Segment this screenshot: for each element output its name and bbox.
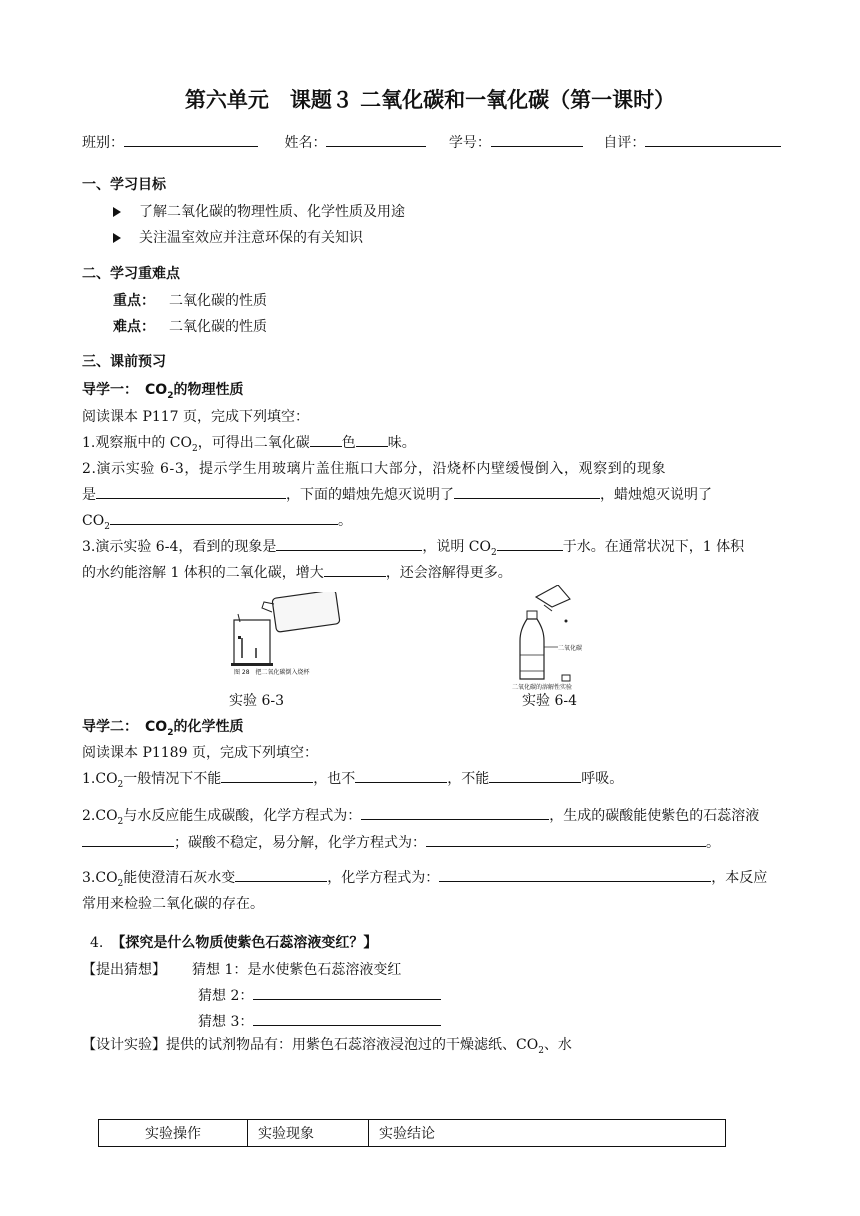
breathe-blank[interactable]	[489, 768, 581, 783]
increase-blank[interactable]	[324, 562, 386, 577]
name-blank[interactable]	[326, 132, 426, 147]
decompose-equation-blank[interactable]	[426, 832, 706, 847]
limewater-blank[interactable]	[235, 867, 327, 882]
table-header-row	[99, 1120, 726, 1147]
guide1-heading: 导学一： $CO_2$的物理性质	[82, 382, 244, 401]
hypothesis-2-blank[interactable]	[253, 985, 441, 1000]
eval-label: 自评：	[603, 135, 646, 151]
guide1-q2-line1: 2.演示实验 6-3，提示学生用玻璃片盖住瓶口大部分，沿烧杯内壁缓慢倒入，观察到的现象	[82, 461, 667, 477]
guide1-q3-line2: 的水约能溶解 1 体积的二氧化碳，增大 ，还会溶解得更多。	[82, 562, 512, 582]
hypothesis-row-3: 猜想 3：	[198, 1011, 441, 1031]
design-experiment: 【设计实验】提供的试剂物品有：用紫色石蕊溶液浸泡过的干燥滤纸、$CO_2$、水	[82, 1037, 572, 1056]
limewater-equation-blank[interactable]	[439, 867, 711, 882]
difficult-point-row: 难点： 二氧化碳的性质	[113, 319, 267, 335]
number-label: 学号：	[448, 135, 491, 151]
guide2-q2-line2: ；碳酸不稳定，易分解，化学方程式为： 。	[82, 832, 720, 852]
section-heading-preview: 三、课前预习	[82, 354, 166, 370]
guide2-q2-line1: $2.CO_2$与水反应能生成碳酸，化学方程式为： ，生成的碳酸能使紫色的石蕊溶液	[82, 805, 759, 827]
litmus-blank[interactable]	[82, 832, 174, 847]
hypothesis-row-2: 猜想 2：	[198, 985, 441, 1005]
guide1-q2-line3: $CO_2$ 。	[82, 510, 352, 532]
guide2-intro: 阅读课本 P1189 页，完成下列填空：	[82, 745, 318, 761]
hypothesis-3-blank[interactable]	[253, 1011, 441, 1026]
class-blank[interactable]	[124, 132, 258, 147]
experiment-table	[98, 1119, 726, 1147]
experiment-6-4-caption: 实验 6-4	[522, 693, 577, 709]
candle-out-blank[interactable]	[110, 510, 338, 525]
table-header-cell: 实验结论	[369, 1120, 726, 1147]
smell-blank[interactable]	[356, 432, 388, 447]
hypothesis-row-1: 【提出猜想】 猜想 1：是水使紫色石蕊溶液变红	[82, 962, 402, 978]
lower-candle-blank[interactable]	[454, 484, 600, 499]
eval-blank[interactable]	[645, 132, 781, 147]
goal-item: 关注温室效应并注意环保的有关知识	[113, 227, 363, 247]
page-title: 第六单元 课题３ 二氧化碳和一氧化碳（第一课时）	[184, 88, 676, 112]
section-heading-keypoints: 二、学习重难点	[82, 266, 180, 282]
table-header-cell: 实验操作	[99, 1120, 248, 1147]
phenomenon-blank[interactable]	[96, 484, 286, 499]
key-point-row: 重点： 二氧化碳的性质	[113, 293, 267, 309]
section-heading-goals: 一、学习目标	[82, 177, 166, 193]
carbonic-equation-blank[interactable]	[361, 805, 549, 820]
number-blank[interactable]	[491, 132, 583, 147]
name-label: 姓名：	[284, 135, 327, 151]
class-label: 班别：	[82, 135, 124, 151]
student-info-row	[82, 132, 781, 152]
color-blank[interactable]	[310, 432, 342, 447]
arrow-bullet-icon	[113, 207, 121, 217]
table-header-cell: 实验现象	[248, 1120, 369, 1147]
experiment-6-4-figure: 二氧化碳 二氧化碳的溶解性实验	[510, 585, 590, 690]
goal-item: 了解二氧化碳的物理性质、化学性质及用途	[113, 201, 405, 221]
guide1-q2-line2: 是 ，下面的蜡烛先熄灭说明了 ，蜡烛熄灭说明了	[82, 484, 712, 504]
solubility-blank[interactable]	[497, 536, 563, 551]
exp64-blank[interactable]	[276, 536, 422, 551]
guide2-q3-line1: $3.CO_2$能使澄清石灰水变 ，化学方程式为： ，本反应	[82, 867, 767, 889]
guide2-q3-line2: 常用来检验二氧化碳的存在。	[82, 896, 264, 912]
explore-title: 4. 【探究是什么物质使紫色石蕊溶液变红？】	[90, 935, 378, 951]
nor-blank[interactable]	[355, 768, 447, 783]
guide2-q1: $1.CO_2$一般情况下不能 ，也不 ，不能 呼吸。	[82, 768, 623, 790]
cannot-blank[interactable]	[221, 768, 313, 783]
guide1-q1: 1.观察瓶中的 $CO_2$，可得出二氧化碳 色 味。	[82, 432, 416, 454]
guide2-heading: 导学二： $CO_2$的化学性质	[82, 719, 244, 738]
guide1-q3-line1: 3.演示实验 6-4，看到的现象是 ，说明 $CO_2$ 于水。在通常状况下，1 体积	[82, 536, 744, 558]
experiment-6-3-figure: 图 28 把二氧化碳倒入烧杯	[228, 592, 346, 682]
experiment-6-3-caption: 实验 6-3	[229, 693, 284, 709]
arrow-bullet-icon	[113, 233, 121, 243]
guide1-intro: 阅读课本 P117 页，完成下列填空：	[82, 409, 310, 425]
